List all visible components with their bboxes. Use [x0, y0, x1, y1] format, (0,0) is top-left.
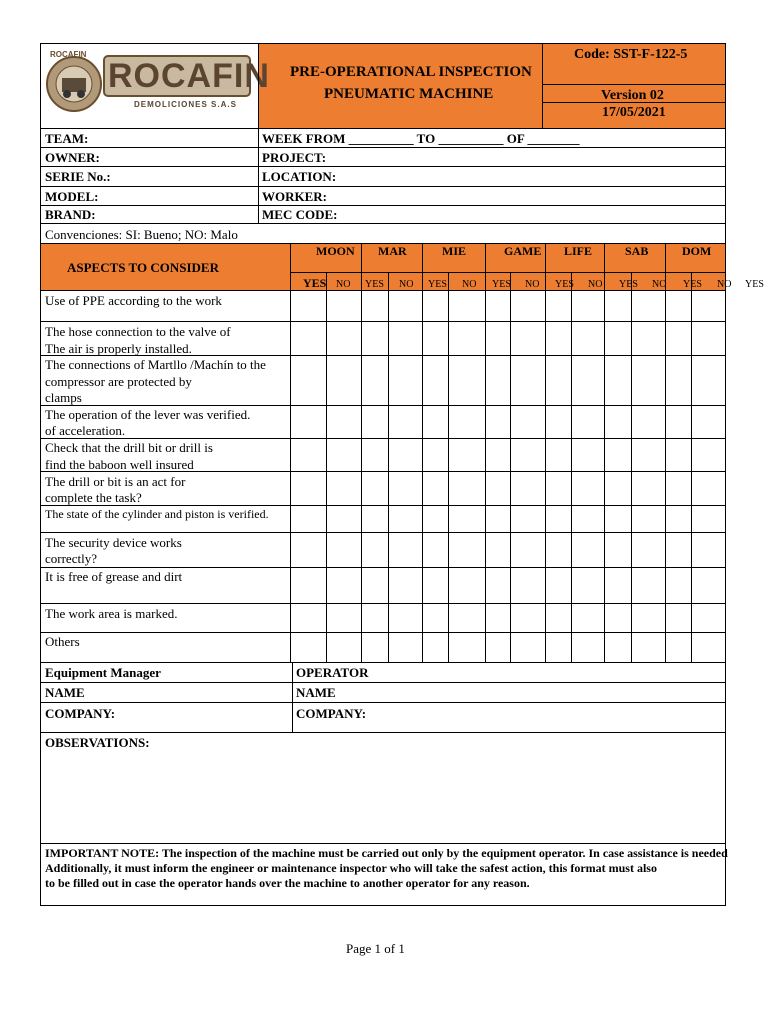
observations-label: OBSERVATIONS:	[45, 735, 150, 750]
page-number: Page 1 of 1	[346, 941, 405, 956]
form-date: 17/05/2021	[602, 105, 666, 120]
item-line: The operation of the lever was verified.	[45, 407, 251, 422]
mec-code-label: MEC CODE:	[262, 207, 338, 222]
yes-header-overflow: YES	[745, 279, 764, 290]
day-header: SAB	[625, 244, 649, 258]
item-line: The connections of Martllo /Machín to the	[45, 357, 266, 372]
yes-header: YES	[683, 279, 702, 290]
project-label: PROJECT:	[262, 150, 327, 165]
day-header: MOON	[316, 244, 355, 258]
item-line: The drill or bit is an act for	[45, 474, 186, 489]
yes-header: YES	[555, 279, 574, 290]
no-header: NO	[525, 279, 540, 290]
no-header: NO	[399, 279, 414, 290]
yes-header: YES	[428, 279, 447, 290]
form-title-line1: PRE-OPERATIONAL INSPECTION	[290, 64, 532, 80]
logo-text: ROCAFIN	[108, 57, 270, 95]
item-line: correctly?	[45, 551, 97, 566]
aspects-header: ASPECTS TO CONSIDER	[67, 260, 219, 275]
no-header: NO	[588, 279, 603, 290]
conventions-text: Convenciones: SI: Bueno; NO: Malo	[45, 227, 238, 242]
day-header: GAME	[504, 244, 542, 258]
no-header: NO	[652, 279, 667, 290]
model-label: MODEL:	[45, 189, 99, 204]
day-header: MAR	[378, 244, 407, 258]
no-header: NO	[717, 279, 732, 290]
yes-header: YES	[492, 279, 511, 290]
no-header: NO	[462, 279, 477, 290]
day-header: LIFE	[564, 244, 593, 258]
important-note-line3: to be filled out in case the operator hands over the machine to another operator for any reason.	[45, 876, 530, 890]
yes-header: YES	[365, 279, 384, 290]
item-line: Use of PPE according to the work	[45, 293, 222, 308]
item-line: The state of the cylinder and piston is verified.	[45, 507, 269, 521]
name-right-field[interactable]: NAME	[296, 685, 336, 700]
item-line: clamps	[45, 390, 82, 405]
form-code: Code: SST-F-122-5	[574, 47, 688, 62]
item-line: It is free of grease and dirt	[45, 569, 183, 584]
item-line: compressor are protected by	[45, 374, 192, 389]
team-label: TEAM:	[45, 131, 89, 146]
worker-label: WORKER:	[262, 189, 327, 204]
serie-label: SERIE No.:	[45, 169, 111, 184]
logo-top-text: ROCAFIN	[50, 50, 87, 59]
item-line: The air is properly installed.	[45, 341, 192, 356]
name-left-field[interactable]: NAME	[45, 685, 85, 700]
form-version: Version 02	[601, 88, 664, 103]
important-note-line1: IMPORTANT NOTE: The inspection of the machine must be carried out only by the equipment operator. In case assistance is needed	[45, 846, 728, 860]
company-left-field[interactable]: COMPANY:	[45, 706, 116, 721]
day-header: MIE	[442, 244, 466, 258]
item-line: of acceleration.	[45, 423, 126, 438]
company-right-field[interactable]: COMPANY:	[296, 706, 367, 721]
item-line: find the baboon well insured	[45, 457, 194, 472]
item-line: complete the task?	[45, 490, 142, 505]
important-note-line2: Additionally, it must inform the engineer or maintenance inspector who will take the safest action, this format must also	[45, 861, 657, 875]
item-line: The work area is marked.	[45, 606, 178, 621]
owner-label: OWNER:	[45, 150, 100, 165]
form-title-line2: PNEUMATIC MACHINE	[324, 86, 494, 102]
location-label: LOCATION:	[262, 169, 337, 184]
week-from-field[interactable]: WEEK FROM __________ TO __________ OF ________	[262, 131, 580, 146]
day-header: DOM	[682, 244, 712, 258]
item-line: Check that the drill bit or drill is	[45, 440, 213, 455]
operator-label: OPERATOR	[296, 665, 369, 680]
logo-subtext: DEMOLICIONES S.A.S	[134, 100, 237, 109]
brand-label: BRAND:	[45, 207, 96, 222]
no-header: NO	[336, 279, 351, 290]
observations-area[interactable]	[42, 752, 724, 842]
item-line: Others	[45, 634, 80, 649]
company-logo	[42, 50, 270, 116]
item-line: The security device works	[45, 535, 182, 550]
equipment-manager-label: Equipment Manager	[45, 665, 161, 680]
yes-header: YES	[619, 279, 638, 290]
yes-header: YES	[303, 276, 327, 290]
item-line: The hose connection to the valve of	[45, 324, 231, 339]
